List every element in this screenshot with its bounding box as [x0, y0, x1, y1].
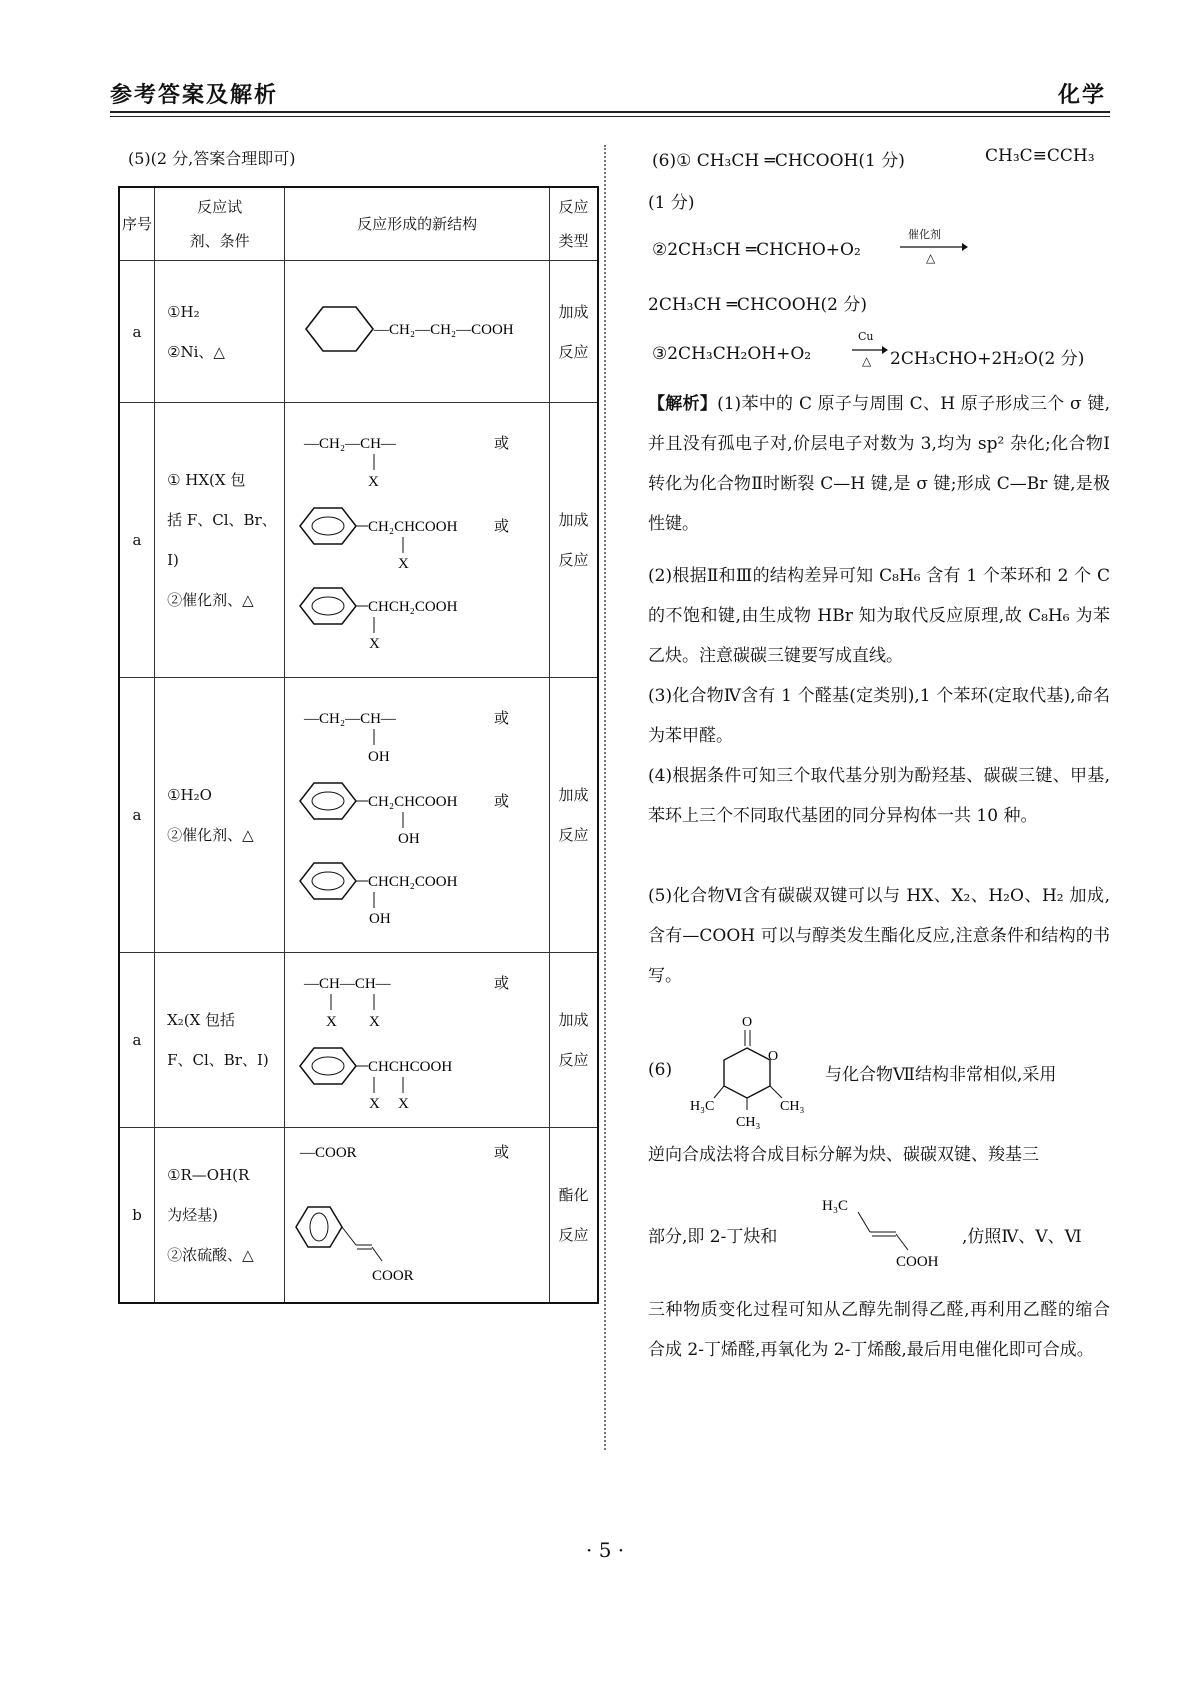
reagent-line: I) [167, 551, 179, 569]
reagent-line: ②Ni、△ [167, 342, 225, 361]
or-label: 或 [494, 711, 510, 727]
butenoic-acid-structure [812, 1192, 962, 1272]
struct-text: —CH₂—CH— [304, 436, 397, 452]
row-struct [285, 678, 550, 953]
type-line: 反应 [558, 1051, 589, 1069]
struct-sub: X [398, 556, 409, 572]
reaction-table [118, 186, 599, 1304]
row-reagents [155, 403, 285, 678]
row-idx: b [119, 1128, 155, 1304]
reagent-line: ②催化剂、△ [167, 826, 254, 844]
atom-label: CH₃ [736, 1115, 761, 1130]
row-reagents [155, 1128, 285, 1304]
struct-text: COOR [372, 1268, 414, 1284]
row-idx: a [119, 953, 155, 1128]
struct-sub: X [326, 1014, 337, 1030]
analysis-p6-text: 与化合物Ⅶ结构非常相似,采用 [825, 1065, 1057, 1085]
table-row [119, 1128, 598, 1304]
page-number: · 5 · [586, 1538, 625, 1562]
analysis-p6-line3: 部分,即 2-丁炔和 [648, 1227, 778, 1247]
struct-sub: OH [398, 831, 420, 847]
struct-sub: X [398, 1096, 409, 1112]
reagent-line: ①R—OH(R [167, 1166, 250, 1184]
atom-label: H₃C [690, 1099, 715, 1114]
table-note: (5)(2 分,答案合理即可) [128, 149, 296, 168]
water-structures [286, 679, 548, 947]
row-type [550, 678, 598, 953]
row-struct [285, 1128, 550, 1304]
header-rule [110, 111, 1110, 113]
analysis-p4: (4)根据条件可知三个取代基分别为酚羟基、碳碳三键、甲基,苯环上三个不同取代基团的同分异构体一共 10 种。 [648, 766, 1110, 826]
header-reagents [155, 187, 285, 261]
table-row [119, 678, 598, 953]
type-line: 反应 [558, 1226, 589, 1244]
or-label: 或 [494, 1145, 510, 1161]
analysis-p1 [648, 384, 1110, 544]
row-reagents [155, 678, 285, 953]
type-line: 反应 [558, 342, 589, 361]
struct-sub: X [369, 1014, 380, 1030]
atom-label: O [742, 1015, 753, 1030]
reagent-line: ②催化剂、△ [167, 591, 254, 609]
answer-6-1-alkyne: CH₃C≡CCH₃ [985, 146, 1095, 166]
header-struct: 反应形成的新结构 [285, 187, 550, 261]
ester-structures [286, 1129, 548, 1297]
header-type-l1: 反应 [558, 198, 589, 216]
hx-structures [286, 404, 548, 672]
analysis-p7: 三种物质变化过程可知从乙醇先制得乙醛,再利用乙醛的缩合合成 2-丁烯醛,再氧化为 2-丁烯酸,最后用电催化即可合成。 [648, 1300, 1110, 1360]
reagent-line: X₂(X 包括 [167, 1011, 236, 1029]
type-line: 加成 [558, 302, 589, 321]
or-label: 或 [494, 976, 510, 992]
answer-6-1: (6)① CH₃CH ═CHCOOH(1 分) [652, 151, 905, 171]
atom-label: O [768, 1049, 779, 1064]
header-reagents-l2: 剂、条件 [189, 232, 250, 250]
analysis-p6-line3b: ,仿照Ⅳ、Ⅴ、Ⅵ [962, 1227, 1082, 1247]
column-divider [604, 145, 606, 1450]
row-reagents [155, 953, 285, 1128]
header-title: 参考答案及解析 [110, 82, 279, 108]
struct-text: CHCH₂COOH [368, 599, 458, 615]
header-idx: 序号 [119, 187, 155, 261]
row-type [550, 953, 598, 1128]
atom-label: H₃C [822, 1198, 849, 1214]
analysis-p6-line2: 逆向合成法将合成目标分解为炔、碳碳双键、羧基三 [648, 1145, 1039, 1165]
type-line: 加成 [558, 1011, 589, 1029]
struct-sub: OH [368, 749, 390, 765]
row-struct [285, 403, 550, 678]
struct-text: —CH₂—CH— [304, 711, 397, 727]
header-reagents-l1: 反应试 [197, 198, 243, 216]
analysis-p3: (3)化合物Ⅳ含有 1 个醛基(定类别),1 个苯环(定取代基),命名为苯甲醛。 [648, 686, 1110, 746]
analysis-p1-text: (1)苯中的 C 原子与周围 C、H 原子形成三个 σ 键,并且没有孤电子对,价层电子对数为 3,均为 sp² 杂化;化合物Ⅰ转化为化合物Ⅱ时断裂 C—H 键,是 σ 键;形成 C—Br 键,是极性键。 [648, 394, 1110, 534]
row-idx: a [119, 403, 155, 678]
atom-label: COOH [896, 1254, 939, 1270]
row-struct [285, 261, 550, 403]
or-label: 或 [494, 794, 510, 810]
analysis-p5: (5)化合物Ⅵ含有碳碳双键可以与 HX、X₂、H₂O、H₂ 加成,含有—COOH 可以与醇类发生酯化反应,注意条件和结构的书写。 [648, 886, 1110, 986]
type-line: 反应 [558, 551, 589, 569]
struct-text: CH₂CHCOOH [368, 519, 458, 535]
analysis-p2: (2)根据Ⅱ和Ⅲ的结构差异可知 C₈H₆ 含有 1 个苯环和 2 个 C 的不饱和键,由生成物 HBr 知为取代反应原理,故 C₈H₆ 为苯乙炔。注意碳碳三键要写成直线。 [648, 566, 1110, 666]
type-line: 反应 [558, 826, 589, 844]
answer-6-3-products: 2CH₃CHO+2H₂O(2 分) [890, 349, 1085, 369]
arrow-heat-label: △ [862, 354, 872, 368]
pyranone-structure [690, 1010, 820, 1130]
struct-text: —CH₂—CH₂—COOH [374, 322, 514, 338]
struct-sub: X [369, 636, 380, 652]
analysis-p6-label: (6) [648, 1060, 673, 1080]
or-label: 或 [494, 436, 510, 452]
header-type-l2: 类型 [558, 232, 589, 250]
answer-6-2-reactants: ②2CH₃CH ═CHCHO+O₂ [652, 240, 861, 260]
header-rule-thin [110, 116, 1110, 117]
header-type [550, 187, 598, 261]
struct-sub: X [369, 1096, 380, 1112]
struct-text: —CH—CH— [304, 976, 391, 992]
answer-6-1-score: (1 分) [648, 193, 695, 213]
reagent-line: F、Cl、Br、I) [167, 1051, 269, 1069]
table-row [119, 261, 598, 403]
answer-6-3-reactants: ③2CH₃CH₂OH+O₂ [652, 344, 812, 364]
answer-6-2-product: 2CH₃CH ═CHCOOH(2 分) [648, 295, 867, 315]
arrow-cu-label: Cu [858, 330, 874, 343]
analysis-label: 【解析】 [648, 394, 718, 414]
reagent-line: 括 F、Cl、Br、 [167, 511, 277, 529]
row-idx: a [119, 261, 155, 403]
arrow-heat-label: △ [926, 251, 936, 265]
reagent-line: ②浓硫酸、△ [167, 1246, 254, 1264]
reagent-line: 为烃基) [167, 1206, 218, 1224]
type-line: 加成 [558, 511, 589, 529]
atom-label: CH₃ [780, 1099, 805, 1114]
reagent-line: ①H₂O [167, 786, 212, 804]
table-header-row [119, 187, 598, 261]
struct-text: CH₂CHCOOH [368, 794, 458, 810]
or-label: 或 [494, 519, 510, 535]
header-subject: 化学 [1058, 82, 1107, 108]
table-row [119, 953, 598, 1128]
row-reagents [155, 261, 285, 403]
type-line: 加成 [558, 786, 589, 804]
reagent-line: ① HX(X 包 [167, 471, 246, 489]
table-row [119, 403, 598, 678]
row-type [550, 403, 598, 678]
halogen-structures [286, 954, 548, 1122]
struct-text: —COOR [300, 1145, 357, 1161]
reagent-line: ①H₂ [167, 302, 200, 321]
struct-text: CHCH₂COOH [368, 874, 458, 890]
struct-sub: X [368, 474, 379, 490]
struct-sub: OH [369, 911, 391, 927]
row-struct [285, 953, 550, 1128]
row-idx: a [119, 678, 155, 953]
row-type [550, 261, 598, 403]
type-line: 酯化 [558, 1186, 589, 1204]
struct-text: CHCHCOOH [368, 1059, 453, 1075]
arrow-catalyst-label: 催化剂 [908, 228, 941, 241]
cyclohexane-structure [286, 262, 548, 397]
row-type [550, 1128, 598, 1304]
